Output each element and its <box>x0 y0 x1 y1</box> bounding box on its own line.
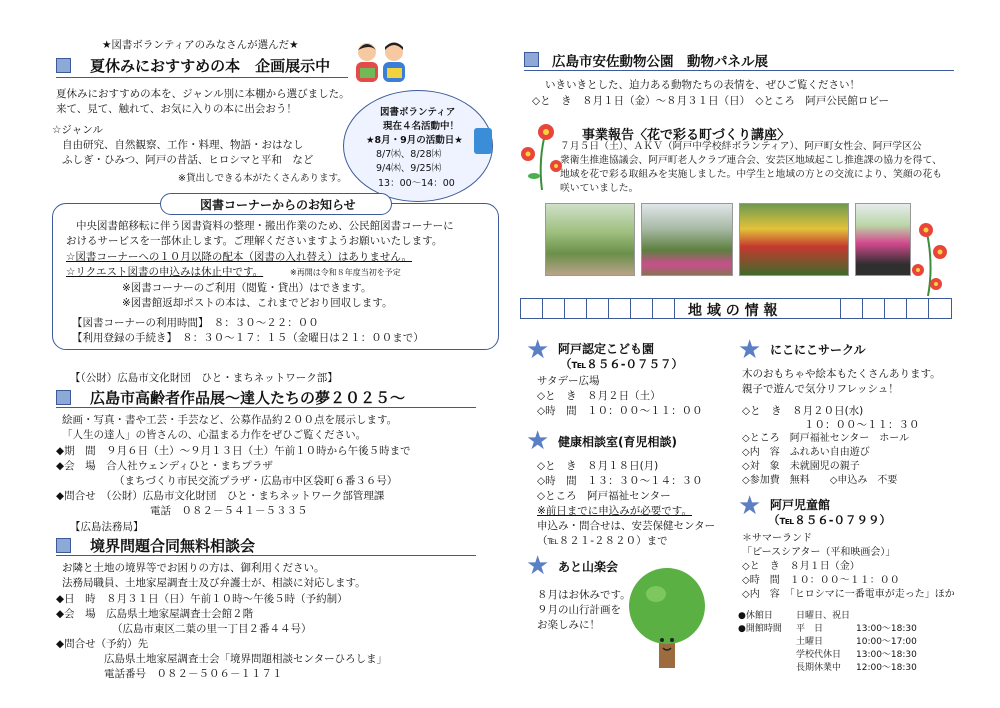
title-underline <box>56 555 476 556</box>
jidokan-hours-day: 土曜日 <box>796 637 824 647</box>
boundary-p1: お隣と土地の境界等でお困りの方は、御利用ください。 <box>62 562 325 574</box>
library-notice-item-1: ☆図書コーナーへの１０月以降の配本（図書の入れ替え）はありません。 <box>66 251 413 263</box>
zoo-p2: ◇と き ８月１日（金）～８月３１日（日） ◇ところ 阿戸公民館ロビー <box>532 95 889 107</box>
report-line-1: ７月５日（土）、ＡＫＶ（阿戸中学校絆ボランティア）、阿戸町女性会、阿戸学区公 <box>560 141 922 152</box>
jidokan-hours-label: ●開館時間 <box>738 624 782 634</box>
health-line-1: ◇と き ８月１８日(月) <box>537 460 659 472</box>
volunteer-line-1: 図書ボランティア <box>380 107 456 118</box>
event-photo-1 <box>545 203 635 276</box>
niconico-line-5: ◇ところ 阿戸福祉センター ホール <box>742 433 910 444</box>
report-line-3: 地域を花で彩る取組みを実施しました。中学生と地域の方との交流により、笑顔の花も <box>560 169 943 180</box>
star-icon: ★ <box>526 426 550 456</box>
exhibition-contact: ◆問合せ （公財）広島市文化財団 ひと・まちネットワーク部管理課 <box>56 490 385 502</box>
event-photo-4 <box>855 203 911 276</box>
jidokan-hours-day: 長期休業中 <box>796 663 842 673</box>
event-photo-2 <box>641 203 733 276</box>
section-square-icon <box>524 52 539 67</box>
boundary-venue: ◆会 場 広島県土地家屋調査士会館２階 <box>56 608 254 620</box>
summer-intro-2: 来て、見て、触れて、お気に入りの本に出会おう！ <box>56 103 297 115</box>
atoyama-line-3: お楽しみに！ <box>537 619 600 631</box>
jidokan-hours-day: 学校代休日 <box>796 650 842 660</box>
report-title: 事業報告〈花で彩る町づくり講座〉 <box>582 128 791 143</box>
kodomoen-title: 阿戸認定こども園 <box>558 342 655 356</box>
jidokan-title: 阿戸児童館 <box>770 498 831 512</box>
jidokan-line-3: ◇と き ８月１日（金） <box>742 561 860 572</box>
volunteer-mascot-icon <box>474 128 492 154</box>
niconico-line-3: ◇と き ８月２０日(水) <box>742 405 864 417</box>
kodomoen-line-1: サタデー広場 <box>537 375 600 387</box>
boundary-date: ◆日 時 ８月３１日（日）午前１０時～午後５時（予約制） <box>56 593 348 605</box>
summer-title: 夏休みにおすすめの本 企画展示中 <box>90 57 331 75</box>
jidokan-line-4: ◇時 間 １０：００～１１：００ <box>742 575 900 586</box>
library-notice-item-2-note: ※再開は令和８年度当初を予定 <box>290 268 401 277</box>
library-hours-2: 【利用登録の手続き】 ８：３０～１７：１５（金曜日は２１：００まで） <box>72 332 424 344</box>
atoyama-line-2: ９月の山行計画を <box>537 604 621 616</box>
star-icon: ★ <box>738 491 762 521</box>
jidokan-closed-label: ●休館日 <box>738 611 773 621</box>
summer-subtitle: ★図書ボランティアのみなさんが選んだ★ <box>102 39 299 51</box>
jidokan-closed-value: 日曜日、祝日 <box>796 611 851 621</box>
library-notice-item-4: ※図書館返却ポストの本は、これまでどおり回収します。 <box>122 297 393 309</box>
volunteer-line-4: 8/7㈭、8/28㈭ <box>376 149 442 160</box>
children-reading-icon <box>350 38 412 88</box>
kodomoen-tel: （℡８５６-０７５７） <box>560 357 684 371</box>
jidokan-tel: （℡８５６-０７９９） <box>768 513 892 527</box>
title-underline <box>56 407 476 408</box>
star-icon: ★ <box>526 551 550 581</box>
jidokan-hours-day: 平 日 <box>796 624 824 634</box>
zoo-title: 広島市安佐動物公園 動物パネル展 <box>552 54 768 70</box>
boundary-venue-2: （広島市東区二葉の里一丁目２番４４号） <box>112 623 312 635</box>
library-notice-item-3: ※図書コーナーのご利用（閲覧・貸出）はできます。 <box>122 282 372 294</box>
boundary-p2: 法務局職員、土地家屋調査士及び弁護士が、相談に対応します。 <box>62 577 366 589</box>
jidokan-line-5: ◇内 容 「ヒロシマに一番電車が走った」ほか <box>742 589 955 600</box>
title-underline <box>524 70 954 71</box>
section-square-icon <box>56 390 71 405</box>
niconico-title: にこにこサークル <box>770 343 866 357</box>
volunteer-line-6: 13：00～14：00 <box>378 178 455 189</box>
niconico-line-2: 親子で遊んで気分リフレッシュ！ <box>742 383 899 395</box>
exhibition-period: ◆期 間 ９月６日（土）～９月１３日（土）午前１０時から午後５時まで <box>56 445 411 457</box>
kodomoen-line-2: ◇と き ８月２日（土） <box>537 390 661 402</box>
health-line-6: （℡８２１-２８２０）まで <box>537 535 668 547</box>
atoyama-title: あと山楽会 <box>558 560 619 574</box>
volunteer-line-2: 現在４名活動中！ <box>383 121 460 132</box>
health-line-5: 申込み・問合せは、安芸保健センター <box>537 520 716 532</box>
section-square-icon <box>56 58 71 73</box>
exhibition-title: 広島市高齢者作品展～達人たちの夢２０２５～ <box>90 389 406 407</box>
health-title: 健康相談室(育児相談) <box>558 435 677 449</box>
event-photo-3 <box>739 203 849 276</box>
jidokan-hours-time: 12:00～18:30 <box>856 663 917 673</box>
star-icon: ★ <box>526 335 550 365</box>
jidokan-hours-time: 10:00～17:00 <box>856 637 917 647</box>
jidokan-line-2: 「ピースシアター（平和映画会）」 <box>742 547 896 558</box>
genre-line-2: ふしぎ・ひみつ、阿戸の昔話、ヒロシマと平和 など <box>62 154 314 166</box>
flower-decoration-icon <box>908 220 952 298</box>
exhibition-venue: ◆会 場 合人社ウェンディひと・まちプラザ <box>56 460 273 472</box>
tree-icon <box>626 566 708 670</box>
kodomoen-line-3: ◇時 間 １０：００～１１：００ <box>537 405 703 417</box>
jidokan-line-1: ＊サマーランド <box>742 533 812 544</box>
jidokan-hours-time: 13:00～18:30 <box>856 650 917 660</box>
niconico-line-7: ◇対 象 未就園児の親子 <box>742 461 860 472</box>
exhibition-venue-2: （まちづくり市民交流プラザ・広島市中区袋町６番３６号） <box>114 475 398 487</box>
local-info-title: 地 域 の 情 報 <box>688 303 778 319</box>
star-icon: ★ <box>738 335 762 365</box>
genre-line-1: 自由研究、自然観察、工作・料理、物語・おはなし <box>62 139 304 151</box>
boundary-org: 【広島法務局】 <box>70 521 144 533</box>
niconico-line-1: 木のおもちゃや絵本もたくさんあります。 <box>742 368 941 380</box>
exhibition-org: 【（公財）広島市文化財団 ひと・まちネットワーク部】 <box>70 372 338 384</box>
boundary-contact-2: 広島県土地家屋調査士会「境界問題相談センターひろしま」 <box>104 653 388 665</box>
health-line-4: ※前日までに申込みが必要です。 <box>537 505 692 517</box>
volunteer-line-3: ★8月・9月の活動日★ <box>366 135 463 146</box>
summer-intro-1: 夏休みにおすすめの本を、ジャンル別に本棚から選びました。 <box>56 88 350 100</box>
health-line-2: ◇時 間 １３：３０～１４：３０ <box>537 475 703 487</box>
niconico-line-4: １０：００～１１：３０ <box>804 419 920 431</box>
niconico-line-8: ◇参加費 無料 ◇申込み 不要 <box>742 475 898 486</box>
niconico-line-6: ◇内 容 ふれあい自由遊び <box>742 447 870 458</box>
library-hours-1: 【図書コーナーの利用時間】 ８：３０～２２：００ <box>72 317 319 329</box>
jidokan-hours-time: 13:00～18:30 <box>856 624 917 634</box>
zoo-p1: いきいきとした、迫力ある動物たちの表情を、ぜひご覧ください！ <box>545 79 860 91</box>
library-notice-item-2: ☆リクエスト図書の申込みは休止中です。 <box>66 266 264 278</box>
library-notice-p2: おけるサービスを一部休止します。ご理解くださいますようお願いいたします。 <box>66 235 443 247</box>
boundary-contact: ◆問合せ（予約）先 <box>56 638 149 650</box>
exhibition-p2: 「人生の達人」の皆さんの、心温まる力作をぜひご覧ください。 <box>62 429 367 441</box>
boundary-title: 境界問題合同無料相談会 <box>90 537 256 555</box>
title-underline <box>56 77 348 78</box>
report-line-2: 衆衛生推進協議会、阿戸町老人クラブ連合会、安芸区地域起こし推進課の協力を得て、 <box>560 155 942 166</box>
atoyama-line-1: ８月はお休みです。 <box>537 589 631 601</box>
summer-note: ※貸出しできる本がたくさんあります。 <box>178 173 347 184</box>
library-notice-p1: 中央図書館移転に伴う図書資料の整理・搬出作業のため、公民館図書コーナーに <box>76 220 454 232</box>
genre-label: ☆ジャンル <box>52 124 103 136</box>
section-square-icon <box>56 538 71 553</box>
exhibition-p1: 絵画・写真・書や工芸・手芸など、公募作品約２００点を展示します。 <box>62 414 398 426</box>
boundary-phone: 電話番号 ０８２－５０６－１１７１ <box>104 668 283 680</box>
volunteer-line-5: 9/4㈭、9/25㈭ <box>376 163 442 174</box>
library-notice-title: 図書コーナーからのお知らせ <box>200 198 356 212</box>
report-line-4: 咲いていました。 <box>560 183 639 194</box>
health-line-3: ◇ところ 阿戸福祉センター <box>537 490 671 502</box>
exhibition-phone: 電話 ０８２－５４１－５３３５ <box>150 505 308 517</box>
